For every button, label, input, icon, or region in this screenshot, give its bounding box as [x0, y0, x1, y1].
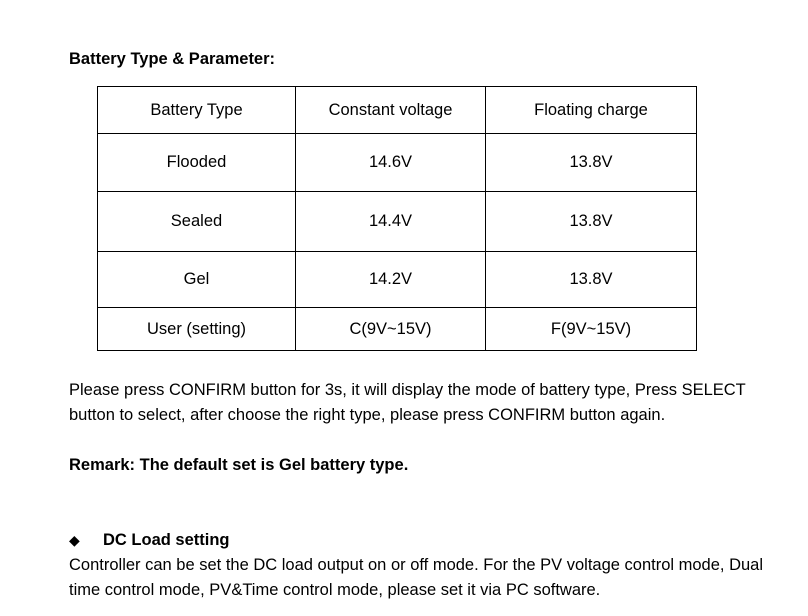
table-row: [98, 192, 697, 252]
table-row: [98, 308, 697, 351]
cell-floating-charge: 13.8V: [486, 252, 697, 308]
section-title: Battery Type & Parameter:: [69, 50, 276, 68]
cell-constant-voltage: 14.2V: [296, 252, 486, 308]
cell-constant-voltage: 14.6V: [296, 134, 486, 192]
table-row: [98, 134, 697, 192]
cell-battery-type: Flooded: [98, 134, 296, 192]
dc-load-paragraph: Controller can be set the DC load output on or off mode. For the PV voltage control mode, Dual time control mode, PV&Time control mode, please set it via PC software.: [69, 556, 763, 599]
dc-load-heading-text: DC Load setting: [103, 531, 230, 549]
diamond-bullet-icon: ◆: [69, 532, 80, 548]
cell-floating-charge: F(9V~15V): [486, 308, 697, 351]
header-floating-charge: Floating charge: [486, 87, 697, 134]
header-constant-voltage: Constant voltage: [296, 87, 486, 134]
cell-constant-voltage: C(9V~15V): [296, 308, 486, 351]
cell-battery-type: Sealed: [98, 192, 296, 252]
cell-constant-voltage: 14.4V: [296, 192, 486, 252]
dc-load-heading: [69, 528, 230, 553]
table-row: [98, 252, 697, 308]
instructions-paragraph: Please press CONFIRM button for 3s, it will display the mode of battery type, Press SELECT button to select, after choose the right type, please press CONFIRM button again.: [69, 381, 746, 424]
cell-battery-type: Gel: [98, 252, 296, 308]
remark-text: Remark: The default set is Gel battery type.: [69, 456, 409, 474]
cell-battery-type: User (setting): [98, 308, 296, 351]
cell-floating-charge: 13.8V: [486, 134, 697, 192]
battery-parameter-table: [97, 86, 697, 351]
cell-floating-charge: 13.8V: [486, 192, 697, 252]
table-header-row: [98, 87, 697, 134]
header-battery-type: Battery Type: [98, 87, 296, 134]
